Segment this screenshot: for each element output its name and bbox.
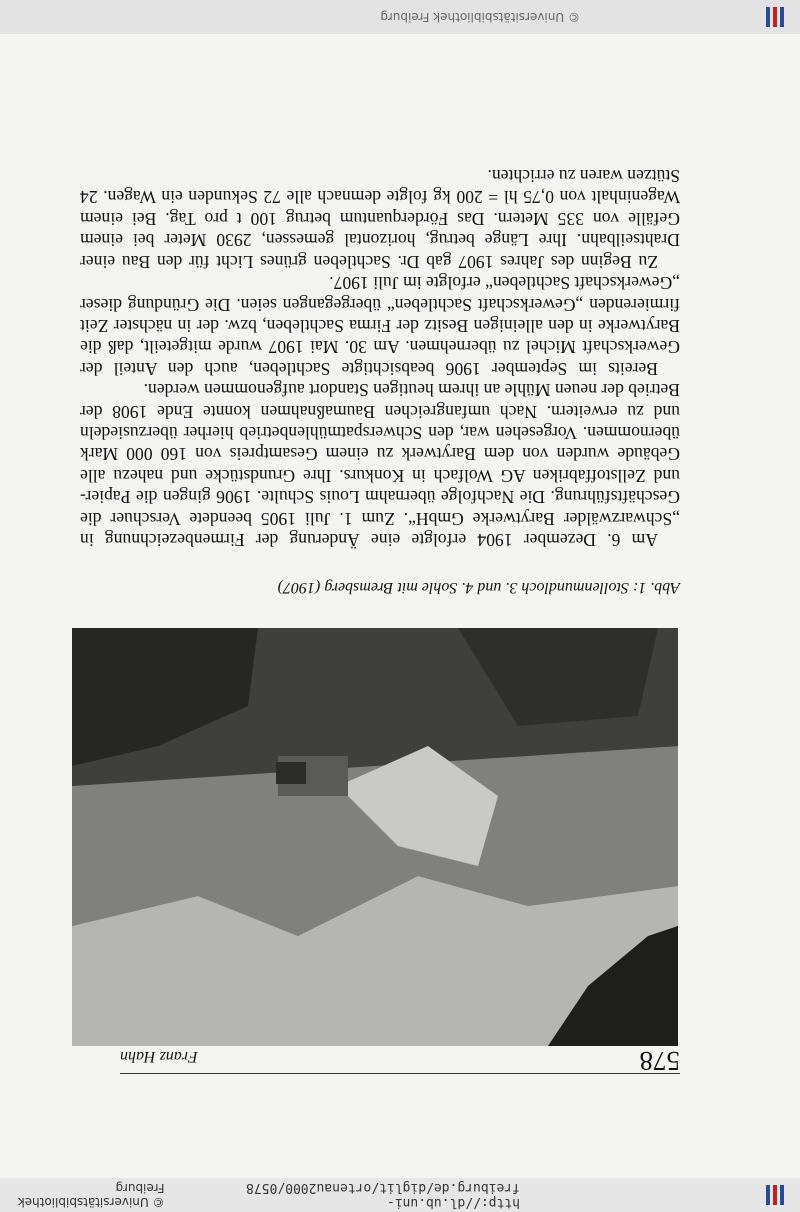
running-head-author: Franz Hahn [120, 1048, 198, 1065]
page-url[interactable]: http://dl.ub.uni-freiburg.de/diglit/ortenau2000/0578 [246, 1180, 520, 1210]
copyright-notice: © Universitätsbibliothek Freiburg [17, 1181, 165, 1209]
viewer-footer-band [0, 0, 800, 34]
library-logo-icon [762, 4, 788, 30]
copyright-notice-faded: © Universitätsbibliothek Freiburg [380, 10, 580, 24]
book-page [0, 34, 800, 1178]
article-body [80, 165, 680, 550]
figure-caption: Abb. 1: Stollenmundloch 3. und 4. Sohle mit Bremsberg (1907) [277, 579, 680, 596]
photo-scene-image [72, 628, 678, 1046]
page-number: 578 [639, 1046, 680, 1076]
running-head [120, 1045, 680, 1076]
paragraph: Zu Beginn des Jahres 1907 gab Dr. Sachtleben grünes Licht für den Bau einer Drahtseilbahn. Ihre Länge betrug, horizontal gemessen, 2930 Meter bei einem Gefälle von 335 Metern. Das Förderquantum betrug 100 t pro Tag. Bei einem Wageninhalt von 0,75 hl = 200 kg folgte demnach alle 72 Sekunden ein Wagen. 24 Stützen waren zu errichten. [80, 166, 680, 272]
library-logo-icon [762, 1182, 788, 1208]
viewer-header-band [0, 1178, 800, 1212]
paragraph: Bereits im September 1906 beabsichtigte Sachtleben, auch den Anteil der Gewerkschaft Michel zu übernehmen. Am 30. Mai 1907 wurde mitgeteilt, daß die Barytwerke in den alleinigen Besitz der Firma Sachtleben, bzw. der in nächster Zeit firmierenden „Gewerkschaft Sachtleben“ übergegangen seien. Die Gründung dieser „Gewerkschaft Sachtleben“ erfolgte im Juli 1907. [80, 273, 680, 379]
paragraph: Am 6. Dezember 1904 erfolgte eine Änderung der Firmenbezeichnung in „Schwarzwälder Barytwerke GmbH“. Zum 1. Juli 1905 beendete Verschuer die Geschäftsführung. Die Nachfolge übernahm Louis Schulte. 1906 gingen die Papier- und Zellstoffabriken AG Wolfach in Konkurs. Ihre Grundstücke und nahezu alle Gebäude wurden von dem Barytwerk zu einem Gesamtpreis von 160 000 Mark übernommen. Vorgesehen war, den Schwerspatmühlenbetrieb hierher überzusiedeln und zu erweitern. Nach umfangreichen Baumaßnahmen konnte Ende 1908 der Betrieb der neuen Mühle an ihrem heutigen Standort aufgenommen werden. [80, 380, 680, 550]
historic-photograph [72, 628, 678, 1046]
